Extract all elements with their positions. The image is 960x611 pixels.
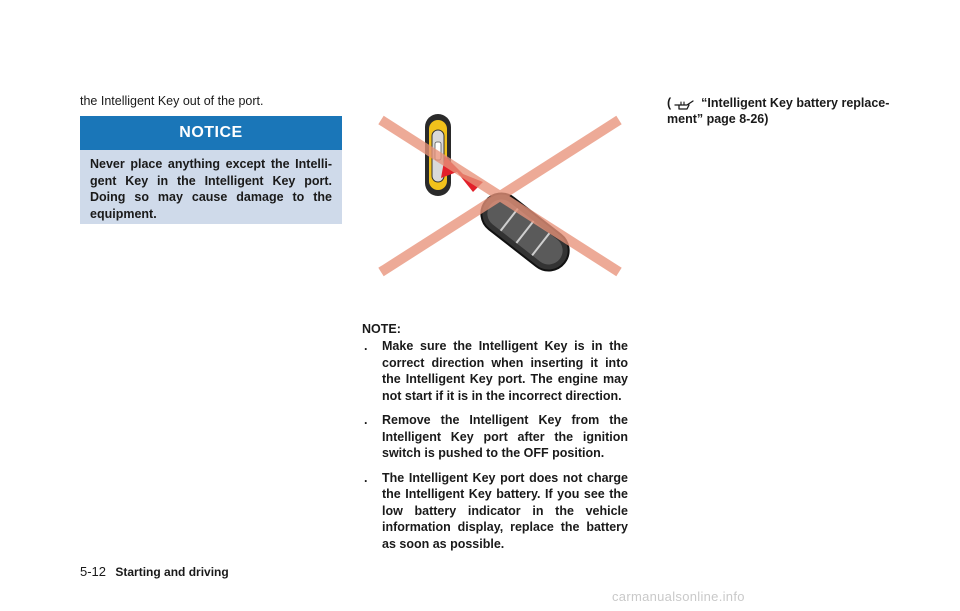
note-title: NOTE: (362, 322, 401, 336)
note-item-text: Remove the Intelligent Key from the Intelligent Key port after the ignition switch is pushed to the OFF position. (382, 413, 628, 460)
key-port-illustration (375, 112, 625, 282)
notice-body: Never place anything except the Intelli-gent Key in the Intelligent Key port. Doing so may cause damage to the equipment. (90, 157, 332, 221)
watermark: carmanualsonline.info (612, 589, 745, 604)
bullet: . (364, 339, 368, 353)
bullet: . (364, 470, 368, 485)
notice-box (80, 116, 342, 224)
note-item-text: Make sure the Intelligent Key is in the correct direction when inserting it into the Intelligent Key port. The engine may not start if it is in the incorrect direction. (382, 339, 628, 403)
page-number: 5-12 (80, 564, 107, 579)
page-footer (80, 564, 229, 579)
pointing-hand-icon (673, 96, 697, 110)
note-item (362, 470, 628, 553)
cross-reference[interactable] (667, 95, 915, 127)
section-title: Starting and driving (115, 565, 229, 579)
xref-text: “Intelligent Key battery replace-ment” page 8-26) (667, 96, 890, 126)
prohibited-cross-icon (381, 120, 619, 272)
intro-text: the Intelligent Key out of the port. (80, 94, 264, 108)
note-item (362, 412, 628, 462)
note-item-text: The Intelligent Key port does not charge the Intelligent Key battery. If you see the low battery indicator in the vehicle information display, replace the battery as soon as possible. (382, 470, 628, 551)
notice-title: NOTICE (80, 116, 342, 150)
note-item (362, 338, 628, 404)
note-list (362, 338, 628, 560)
xref-open-paren: ( (667, 96, 672, 110)
bullet: . (364, 413, 368, 427)
